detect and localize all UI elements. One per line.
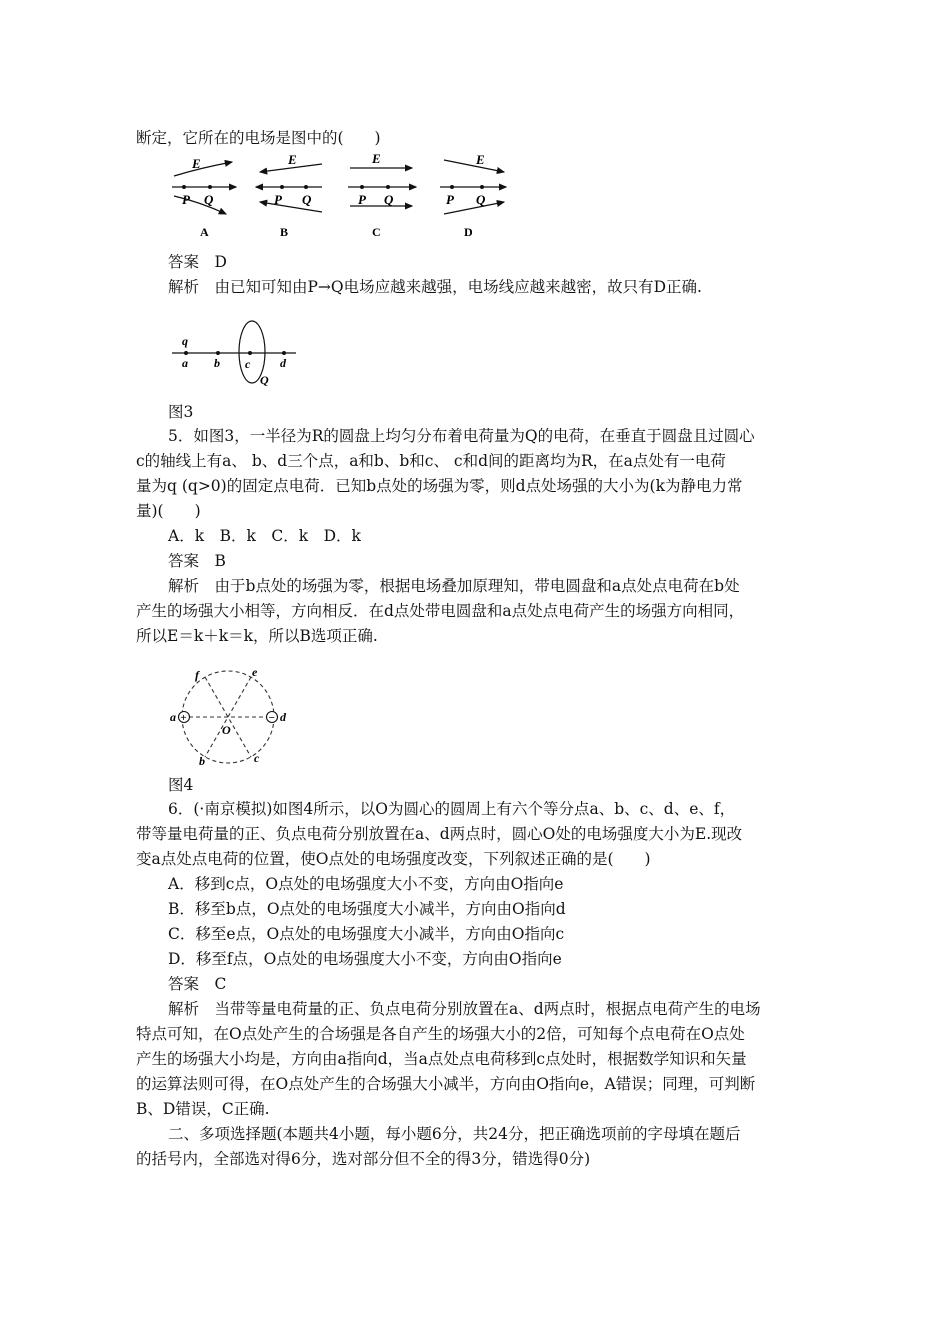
diagram-c bbox=[348, 151, 416, 239]
fig3-q-label: q bbox=[182, 334, 188, 348]
q6-line-2: 带等量电荷量的正、负点电荷分别放置在a、d两点时，圆心O处的电场强度大小为E.现改 bbox=[136, 825, 743, 843]
diagram-d-option-label: D bbox=[464, 225, 473, 239]
q6-analysis-4: 的运算法则可得，在O点处产生的合场强大小减半，方向由O指向e，A错误；同理，可判断 bbox=[136, 1075, 756, 1093]
fig4-o-label: O bbox=[222, 723, 231, 737]
q5-line-1: 5．如图3，一半径为R的圆盘上均匀分布着电荷量为Q的电荷，在垂直于圆盘且过圆心 bbox=[168, 427, 755, 445]
diagram-c-option-label: C bbox=[372, 225, 381, 239]
q4-analysis: 解析 由已知可知由P→Q电场应越来越强，电场线应越来越密，故只有D正确. bbox=[168, 278, 702, 296]
diagram-a-p-label: P bbox=[182, 192, 190, 207]
q4-answer: 答案 D bbox=[168, 253, 227, 271]
q5-options: A．k B．k C．k D．k bbox=[168, 527, 361, 545]
q4-field-diagrams bbox=[160, 150, 520, 242]
diagram-a-option-label: A bbox=[200, 225, 209, 239]
fig4-c-label: c bbox=[254, 751, 260, 765]
q6-analysis-2: 特点可知，在O点处产生的合场强是各自产生的场强大小的2倍，可知每个点电荷在O点处 bbox=[136, 1025, 745, 1043]
fig3-b-label: b bbox=[214, 356, 220, 370]
fig4-plus-label: + bbox=[180, 712, 187, 724]
fig3-diagram bbox=[168, 318, 308, 390]
diagram-b-p-label: P bbox=[274, 192, 282, 207]
q6-option-b: B．移至b点，O点处的电场强度大小减半，方向由O指向d bbox=[168, 900, 566, 918]
q6-option-d: D．移至f点，O点处的电场强度大小不变，方向由O指向e bbox=[168, 950, 562, 968]
diagram-c-p-label: P bbox=[358, 192, 366, 207]
q6-option-a: A．移到c点，O点处的电场强度大小不变，方向由O指向e bbox=[168, 875, 564, 893]
q5-analysis-2: 产生的场强大小相等，方向相反．在d点处带电圆盘和a点处点电荷产生的场强方向相同， bbox=[136, 602, 745, 620]
diagram-a-e-label: E bbox=[192, 156, 201, 171]
diagram-b bbox=[256, 152, 322, 239]
fig4-d-label: d bbox=[280, 710, 286, 724]
q6-analysis-5: B、D错误，C正确. bbox=[136, 1100, 270, 1118]
q5-answer: 答案 B bbox=[168, 552, 226, 570]
fig3-d-label: d bbox=[280, 356, 286, 370]
q6-analysis-3: 产生的场强大小均是，方向由a指向d，当a点处点电荷移到c点处时，根据数学知识和矢量 bbox=[136, 1050, 747, 1068]
q6-answer: 答案 C bbox=[168, 975, 227, 993]
q6-line-1: 6．(·南京模拟)如图4所示，以O为圆心的圆周上有六个等分点a、b、c、d、e、f， bbox=[168, 800, 736, 818]
fig4-a-label: a bbox=[170, 710, 176, 724]
diagram-c-e-label: E bbox=[372, 151, 381, 166]
diagram-b-q-label: Q bbox=[302, 192, 312, 207]
q6-option-c: C．移至e点，O点处的电场强度大小减半，方向由O指向c bbox=[168, 925, 565, 943]
diagram-b-e-label: E bbox=[288, 152, 297, 167]
diagram-d-e-label: E bbox=[476, 152, 485, 167]
fig3-big-q-label: Q bbox=[260, 373, 269, 387]
diagram-a-q-label: Q bbox=[204, 192, 214, 207]
fig4-caption: 图4 bbox=[168, 776, 194, 794]
q6-line-3: 变a点处点电荷的位置，使O点处的电场强度改变，下列叙述正确的是( ) bbox=[136, 850, 651, 868]
diagram-b-option-label: B bbox=[280, 225, 289, 239]
diagram-a bbox=[172, 156, 236, 239]
diagram-d-p-label: P bbox=[446, 192, 454, 207]
q5-analysis-3: 所以E＝k＋k＝k，所以B选项正确. bbox=[136, 627, 378, 645]
fig3-a-label: a bbox=[182, 356, 188, 370]
fig4-diagram bbox=[166, 664, 296, 774]
q5-line-3: 量为q (q>0)的固定点电荷．已知b点处的场强为零，则d点处场强的大小为(k为静电力常 bbox=[136, 477, 743, 495]
fig4-e-label: e bbox=[252, 665, 258, 679]
q4-stem-tail: 断定，它所在的电场是图中的( ) bbox=[136, 129, 381, 147]
diagram-d-q-label: Q bbox=[476, 192, 486, 207]
fig3-caption: 图3 bbox=[168, 403, 194, 421]
diagram-c-q-label: Q bbox=[384, 192, 394, 207]
q5-line-2: c的轴线上有a、 b、d三个点，a和b、b和c、 c和d间的距离均为R，在a点处有一电荷 bbox=[136, 452, 726, 470]
q5-analysis-1: 解析 由于b点处的场强为零，根据电场叠加原理知，带电圆盘和a点处点电荷在b处 bbox=[168, 577, 740, 595]
fig4-f-label: f bbox=[195, 668, 199, 682]
fig3-c-label: c bbox=[245, 357, 251, 371]
diagram-d bbox=[440, 152, 506, 239]
q5-line-4: 量)( ) bbox=[136, 502, 201, 520]
fig4-b-label: b bbox=[199, 754, 205, 768]
fig4-minus-label: − bbox=[268, 712, 275, 724]
section2-line-2: 的括号内，全部选对得6分，选对部分但不全的得3分，错选得0分) bbox=[136, 1150, 591, 1168]
q6-analysis-1: 解析 当带等量电荷量的正、负点电荷分别放置在a、d两点时，根据点电荷产生的电场 bbox=[168, 1000, 761, 1018]
section2-line-1: 二、多项选择题(本题共4小题，每小题6分，共24分，把正确选项前的字母填在题后 bbox=[168, 1125, 741, 1143]
